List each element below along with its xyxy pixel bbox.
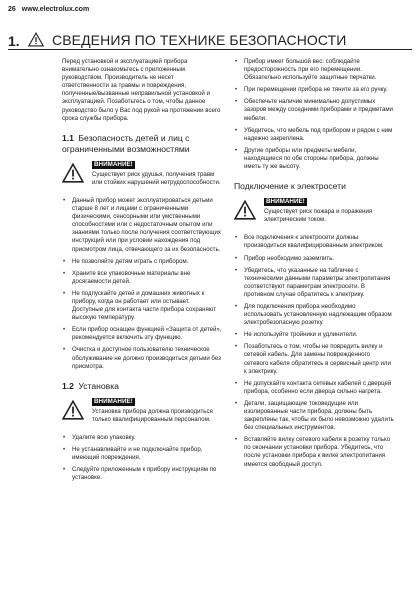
- list-item: • Прибор необходимо заземлить.: [234, 255, 394, 263]
- list-item: • Убедитесь, что указанные на табличке с техническими данными параметры электропитания соответствуют параметрам электросети. В противном случае обратитесь к электрику.: [234, 267, 394, 299]
- list-item: • Не подпускайте детей и домашних животных к прибору, когда он работает или остывает. Доступные для контакта части прибора сохраняют высокую температуру.: [62, 290, 222, 322]
- warning-box-children: [62, 161, 222, 187]
- list-item: • Не допускайте контакта сетевых кабелей с дверцей прибора, особенно если дверца сильно нагрета.: [234, 380, 394, 396]
- intro-paragraph: Перед установкой и эксплуатацией прибора внимательно ознакомьтесь с приложенным руководством. Производитель не несет ответственности за травмы и повреждения, полученные/вызванные неправильной установкой и эксплуатацией. Позаботьтесь о том, чтобы данное руководство было у Вас под рукой на протяжении всего срока службы прибора.: [62, 58, 221, 122]
- list-item: • Убедитесь, что мебель под прибором и рядом с ним надежно закреплена.: [234, 127, 394, 143]
- list-item: • Удалите всю упаковку.: [62, 434, 222, 442]
- warning-label: ВНИМАНИЕ!: [266, 198, 305, 206]
- list-item: • Очистка и доступное пользователю техническое обслуживание не должно производиться детьми без присмотра.: [62, 346, 222, 370]
- subsection-number: 1.2: [62, 380, 74, 391]
- warning-label: ВНИМАНИЕ!: [94, 160, 133, 168]
- warning-box-electric: [234, 198, 394, 224]
- right-column: [234, 58, 394, 475]
- warning-icon: [234, 200, 256, 220]
- subsection-heading-electric: [234, 181, 394, 192]
- list-item: • Храните все упаковочные материалы вне досягаемости детей.: [62, 270, 222, 286]
- list-item: • Все подключения к электросети должны производиться квалифицированным электриком.: [234, 234, 394, 250]
- section-heading: СВЕДЕНИЯ ПО ТЕХНИКЕ БЕЗОПАСНОСТИ: [52, 32, 347, 48]
- warning-text: Установка прибора должна производиться только квалифицированным персоналом.: [92, 407, 213, 423]
- subsection-title: Безопасность детей и лиц с ограниченными возможностями: [62, 132, 190, 154]
- list-item: • Детали, защищающие токоведущие или изолированные части прибора, должны быть закреплены так, чтобы их было невозможно удалить без специальных инструментов.: [234, 400, 394, 432]
- section-rule: [8, 49, 412, 50]
- page-header: [8, 6, 93, 13]
- subsection-title: Подключение к электросети: [234, 181, 346, 192]
- list-item: • Для подключения прибора необходимо использовать установленную надлежащим образом электробезопасную розетку.: [234, 303, 394, 327]
- warning-text: Существует риск удушья, получения травм или стойких нарушений нетрудоспособности.: [92, 170, 221, 186]
- list-item: • Следуйте приложенным к прибору инструкциям по установке.: [62, 466, 222, 482]
- children-safety-list: [62, 197, 222, 371]
- list-item: • Не используйте тройники и удлинители.: [234, 331, 394, 339]
- subsection-number: 1.1: [62, 132, 74, 143]
- section-title: [8, 30, 412, 52]
- list-item: • Позаботьтесь о том, чтобы не повредить вилку и сетевой кабель. Для замены поврежденного сетевого кабеля обратитесь в сервисный центр или к электрику.: [234, 343, 394, 375]
- electric-list: [234, 234, 394, 468]
- list-item: • Другие приборы или предметы мебели, находящиеся по обе стороны прибора, должны иметь ту же высоту.: [234, 147, 394, 171]
- subsection-heading-1-1: [62, 133, 222, 155]
- list-item: • Не устанавливайте и не подключайте прибор, имеющий повреждения.: [62, 446, 222, 462]
- list-item: • Данный прибор может эксплуатироваться детьми старше 8 лет и лицами с ограниченными физическими, сенсорными или умственными способностями или с недостаточным опытом или знаниями только после получения соответствующих инструкций или при условии нахождения под присмотром лица, отвечающего за их безопасность.: [62, 197, 222, 254]
- warning-icon: [62, 163, 84, 183]
- list-item: • Прибор имеет большой вес: соблюдайте предосторожность при его перемещении. Обязательно используйте защитные перчатки.: [234, 58, 394, 82]
- left-column: [62, 58, 222, 488]
- installation-list: [62, 434, 222, 482]
- website: www.electrolux.com: [21, 6, 90, 13]
- page-number: 26: [8, 6, 16, 13]
- subsection-title: Установка: [78, 380, 119, 391]
- subsection-heading-1-2: [62, 381, 222, 392]
- list-item: • При перемещении прибора не тяните за его ручку.: [234, 86, 394, 94]
- warning-text: Существует риск пожара и поражения электрическим током.: [264, 208, 373, 224]
- list-item: • Если прибор оснащен функцией «Защита от детей», рекомендуется включить эту функцию.: [62, 326, 222, 342]
- list-item: • Обеспечьте наличие минимально допустимых зазоров между соседними приборами и предметами мебели.: [234, 98, 394, 122]
- warning-box-installation: [62, 398, 222, 424]
- installation-list-continued: [234, 58, 394, 171]
- list-item: • Вставляйте вилку сетевого кабеля в розетку только по окончании установки прибора. Убедитесь, что после установки прибора к вилке электропитания имеется свободный доступ.: [234, 436, 394, 468]
- warning-triangle-icon: [28, 32, 44, 47]
- warning-icon: [62, 400, 84, 420]
- section-number: 1.: [8, 33, 20, 49]
- warning-label: ВНИМАНИЕ!: [94, 397, 133, 405]
- list-item: • Не позволяйте детям играть с прибором.: [62, 258, 222, 266]
